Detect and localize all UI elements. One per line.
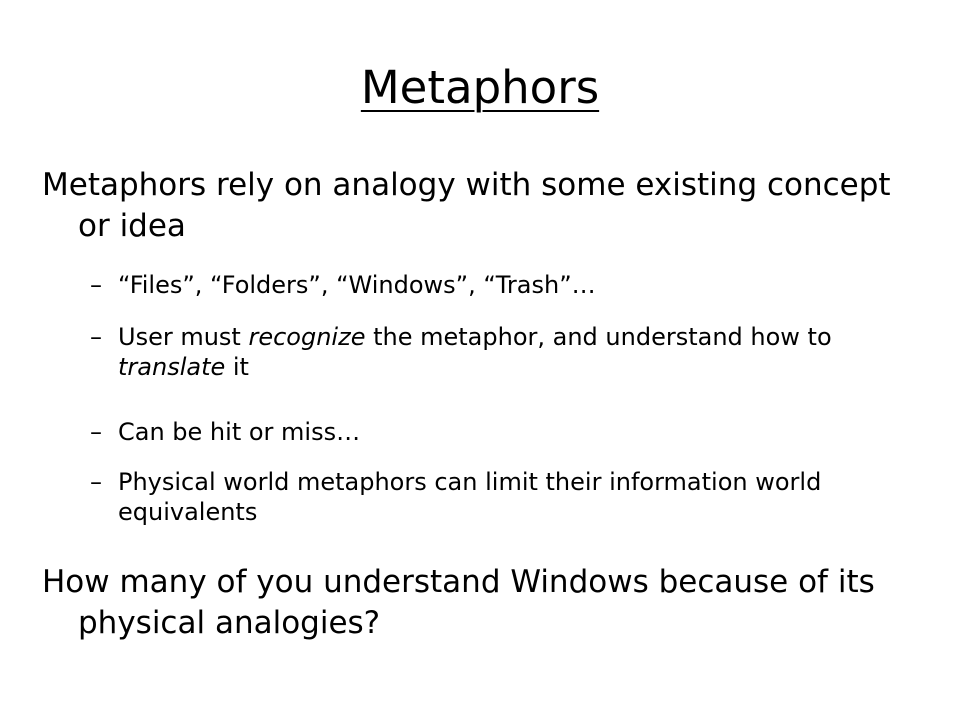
sub-point-list-4 [90, 467, 870, 527]
sub-point-recognize [90, 322, 870, 382]
slide-title: Metaphors [360, 61, 600, 114]
dash-bullet: – [90, 418, 102, 446]
dash-bullet: – [90, 468, 102, 496]
emphasis-recognize: recognize [248, 323, 366, 351]
text-before: User must [118, 323, 249, 351]
emphasis-translate: translate [118, 353, 226, 381]
dash-bullet: – [90, 323, 102, 351]
sub-point-hit-or-miss [90, 417, 870, 447]
text-middle: the metaphor, and understand how to [365, 323, 832, 351]
sub-point-files-text: “Files”, “Folders”, “Windows”, “Trash”… [118, 271, 596, 299]
sub-point-list [90, 270, 870, 300]
sub-point-files [90, 270, 870, 300]
main-point-1-text: Metaphors rely on analogy with some existing concept or idea [42, 167, 891, 244]
main-point-2-text: How many of you understand Windows because of its physical analogies? [42, 564, 875, 641]
sub-point-list-2 [90, 322, 870, 382]
sub-point-physical-world [90, 467, 870, 527]
main-point-2 [42, 562, 922, 644]
sub-point-hit-or-miss-text: Can be hit or miss… [118, 418, 361, 446]
sub-point-list-3 [90, 417, 870, 447]
main-point-1 [42, 165, 922, 247]
sub-point-recognize-text [118, 323, 832, 381]
text-after: it [225, 353, 249, 381]
dash-bullet: – [90, 271, 102, 299]
sub-point-physical-world-text: Physical world metaphors can limit their information world equivalents [118, 468, 822, 526]
